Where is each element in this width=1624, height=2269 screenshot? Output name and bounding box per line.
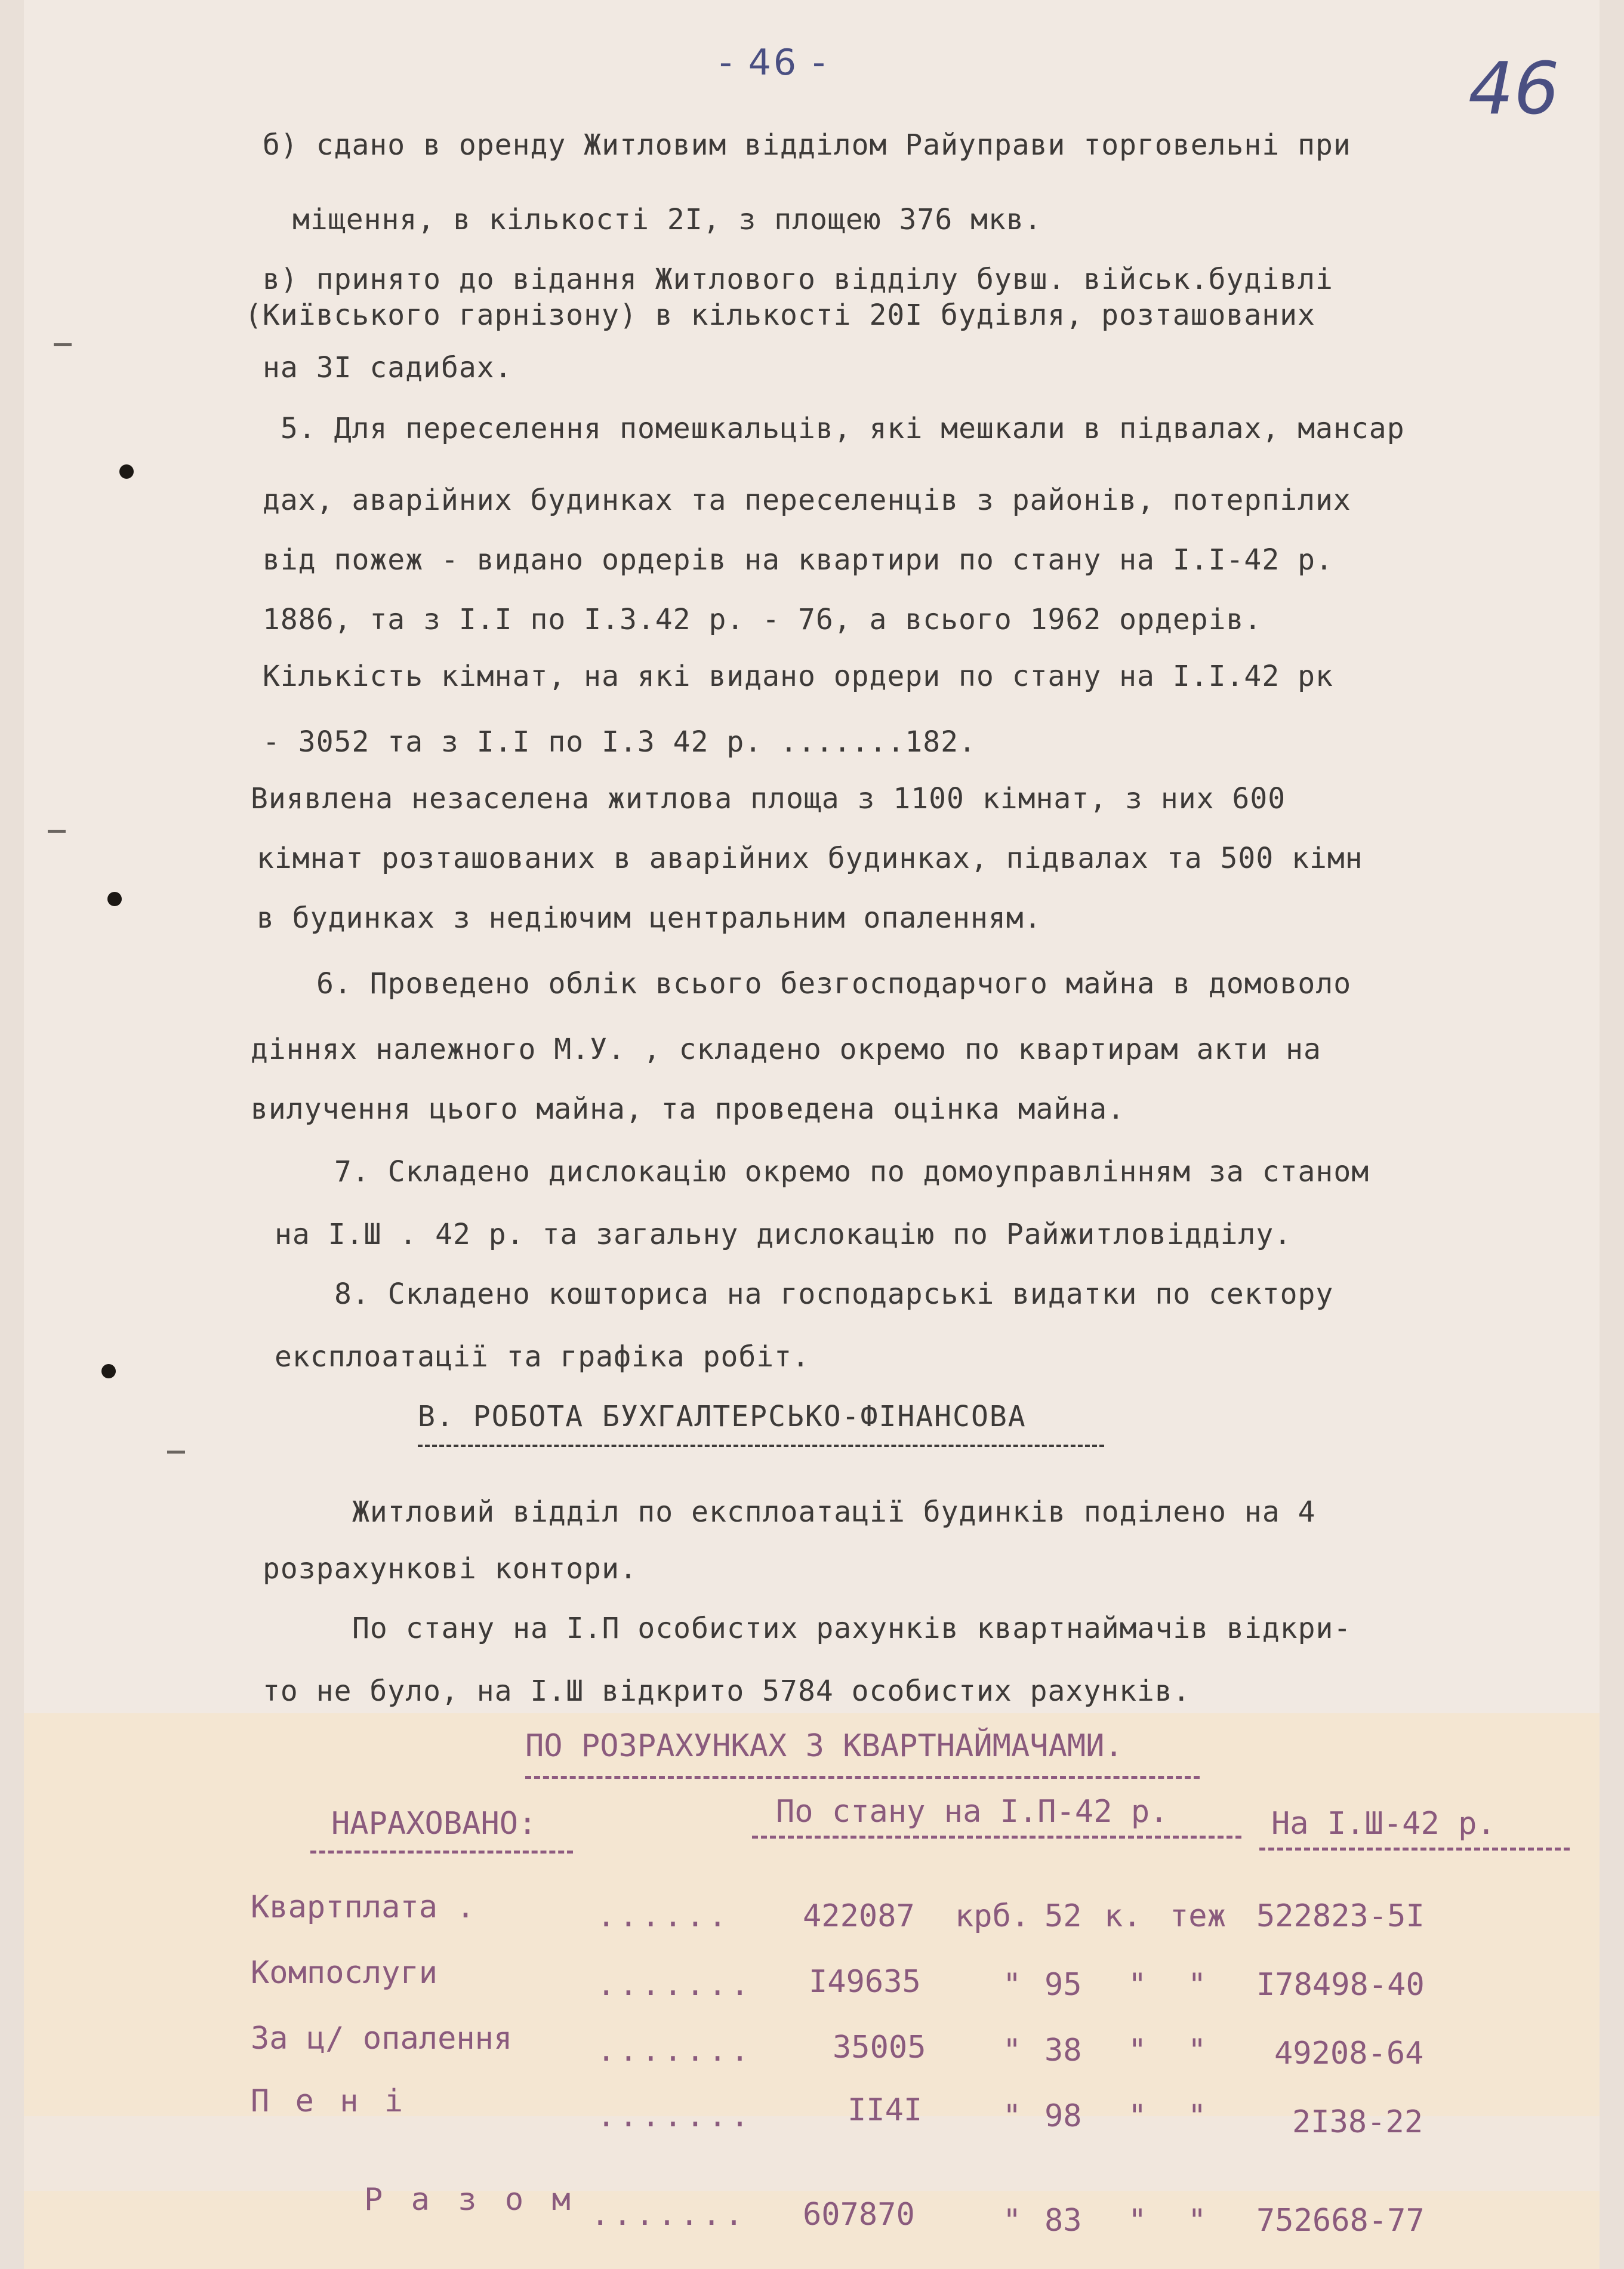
row-unit: " <box>1003 1967 1022 2003</box>
total-k: " <box>1128 2203 1147 2239</box>
total-kop: 83 <box>1044 2203 1082 2239</box>
row-value-1: 422087 <box>803 1898 915 1934</box>
text-line: 6. Проведено облік всього безгосподарчого майна в домоволо <box>316 967 1352 1000</box>
total-unit: " <box>1003 2203 1022 2239</box>
row-kop: 98 <box>1044 2098 1082 2134</box>
text-line: - 3052 та з I.I по I.3 42 р. .......182. <box>263 725 976 759</box>
row-unit: " <box>1003 2033 1022 2068</box>
text-line: 8. Складено кошториса на господарські видатки по сектору <box>334 1277 1334 1311</box>
row-kop: 95 <box>1044 1967 1082 2003</box>
row-same: " <box>1188 1967 1207 2003</box>
text-line: в) принято до відання Житлового відділу бувш. військ.будівлі <box>263 263 1333 296</box>
text-line: в будинках з недіючим центральним опаленням. <box>257 901 1042 935</box>
text-line: діннях належного М.У. , складено окремо по квартирам акти на <box>251 1033 1321 1066</box>
row-k: " <box>1128 2098 1147 2134</box>
row-name: За ц/ опалення <box>251 2021 513 2056</box>
row-dots: ...... <box>597 1898 731 1934</box>
text-line: б) сдано в оренду Житловим відділом Райуправи торговельні при <box>263 128 1351 162</box>
binder-hole <box>107 892 122 906</box>
heading-underline <box>418 1445 1104 1447</box>
text-line: на 3I садибах. <box>263 351 513 384</box>
table-header-col2: На I.Ш-42 р. <box>1271 1806 1496 1842</box>
row-value-2: 49208-64 <box>1274 2036 1424 2071</box>
total-value-2: 752668-77 <box>1256 2203 1425 2239</box>
text-line: 1886, та з I.I по I.3.42 р. - 76, а всього 1962 ордерів. <box>263 603 1262 636</box>
row-k: " <box>1128 2033 1147 2068</box>
row-dots: ....... <box>597 2098 753 2134</box>
row-value-1: 35005 <box>833 2030 926 2065</box>
row-same: " <box>1188 2098 1207 2134</box>
text-line: По стану на I.П особистих рахунків квартнаймачів відкри- <box>352 1612 1352 1645</box>
row-value-1: I49635 <box>809 1964 921 2000</box>
text-line: (Київського гарнізону) в кількості 20I будівля, розташованих <box>245 298 1315 332</box>
header-underline <box>1259 1848 1570 1851</box>
text-line: вилучення цього майна, та проведена оцінка майна. <box>251 1092 1126 1126</box>
text-line: міщення, в кількості 2I, з площею 376 мкв. <box>292 203 1042 236</box>
header-underline <box>310 1851 573 1854</box>
row-kop: 38 <box>1044 2033 1082 2068</box>
table-header-label: НАРАХОВАНО: <box>331 1806 537 1842</box>
text-line: розрахункові контори. <box>263 1552 637 1585</box>
text-line: дах, аварійних будинках та переселенців з районів, потерпілих <box>263 484 1351 517</box>
table-header-col1: По стану на I.П-42 р. <box>776 1794 1169 1830</box>
row-same: теж <box>1170 1898 1226 1934</box>
row-value-2: I78498-40 <box>1256 1967 1425 2003</box>
row-k: к. <box>1104 1898 1142 1934</box>
text-line: на I.Ш . 42 р. та загальну дислокацію по Райжитловідділу. <box>275 1218 1292 1251</box>
total-label: Р а з о м <box>364 2182 575 2218</box>
row-dots: ....... <box>597 2033 753 2068</box>
text-line: то не було, на I.Ш відкрито 5784 особистих рахунків. <box>263 1674 1191 1708</box>
title-underline <box>525 1776 1200 1779</box>
margin-tick <box>48 830 66 833</box>
row-dots: ....... <box>597 1967 753 2003</box>
section-heading: В. РОБОТА БУХГАЛТЕРСЬКО-ФІНАНСОВА <box>418 1400 1027 1433</box>
row-name: П е н і <box>251 2083 407 2119</box>
row-value-2: 2I38-22 <box>1292 2104 1423 2140</box>
page-number: - 46 - <box>719 42 828 84</box>
text-line: Житловий відділ по експлоатації будинків поділено на 4 <box>352 1495 1316 1529</box>
margin-tick <box>54 343 72 346</box>
row-unit: " <box>1003 2098 1022 2134</box>
text-line: 5. Для переселення помешкальців, які мешкали в підвалах, мансар <box>281 412 1405 445</box>
total-value-1: 607870 <box>803 2197 915 2233</box>
row-kop: 52 <box>1044 1898 1082 1934</box>
header-underline <box>752 1836 1241 1839</box>
row-same: " <box>1188 2033 1207 2068</box>
table-title: ПО РОЗРАХУНКАХ З КВАРТНАЙМАЧАМИ. <box>525 1728 1123 1764</box>
row-k: " <box>1128 1967 1147 2003</box>
binder-hole <box>101 1364 116 1378</box>
row-name: Квартплата . <box>251 1889 475 1925</box>
text-line: експлоатації та графіка робіт. <box>275 1340 810 1374</box>
row-unit: крб. <box>955 1898 1030 1934</box>
row-value-2: 522823-5I <box>1256 1898 1425 1934</box>
text-line: Кількість кімнат, на які видано ордери по стану на I.I.42 рк <box>263 660 1333 693</box>
text-line: Виявлена незаселена житлова площа з 1100 кімнат, з них 600 <box>251 782 1286 815</box>
total-dots: ....... <box>591 2197 747 2233</box>
handwritten-folio: 46 <box>1468 48 1560 131</box>
row-name: Компослуги <box>251 1955 438 1991</box>
text-line: 7. Складено дислокацію окремо по домоуправлінням за станом <box>334 1155 1370 1189</box>
text-line: від пожеж - видано ордерів на квартири по стану на I.I-42 р. <box>263 543 1333 577</box>
total-same: " <box>1188 2203 1207 2239</box>
text-line: кімнат розташованих в аварійних будинках, підвалах та 500 кімн <box>257 842 1363 875</box>
binder-hole <box>119 464 134 479</box>
margin-tick <box>167 1451 185 1454</box>
row-value-1: II4I <box>848 2092 923 2128</box>
